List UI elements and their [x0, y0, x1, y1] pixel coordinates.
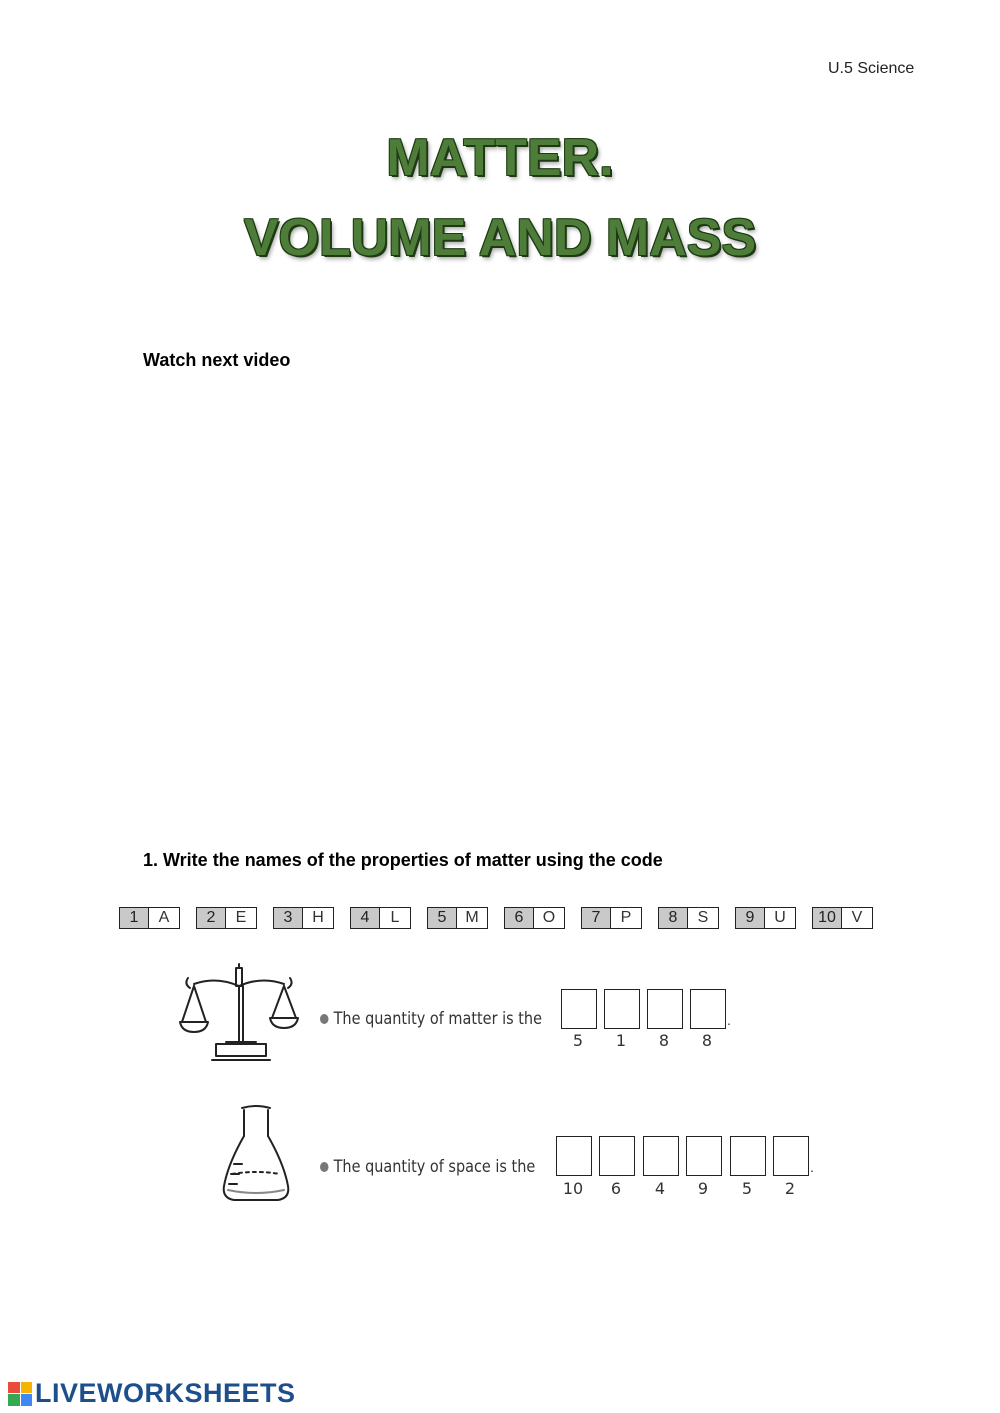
header-label: U.5 Science	[828, 60, 915, 77]
code-digit: 4	[654, 1179, 666, 1198]
code-digit: 2	[784, 1179, 796, 1198]
code-digit: 8	[658, 1031, 670, 1050]
question-1-sentence	[320, 1009, 542, 1029]
answer-box[interactable]	[556, 1136, 592, 1176]
code-pair	[196, 907, 257, 929]
code-number: 7	[582, 908, 611, 928]
answer-box[interactable]	[604, 989, 640, 1029]
answer-box[interactable]	[561, 989, 597, 1029]
code-number: 3	[274, 908, 303, 928]
code-pair	[735, 907, 796, 929]
brand-name: LIVEWORKSHEETS	[35, 1378, 296, 1408]
liveworksheets-logo[interactable]	[8, 1378, 296, 1409]
code-digit: 1	[615, 1031, 627, 1050]
code-number: 5	[428, 908, 457, 928]
code-number: 4	[351, 908, 380, 928]
code-letter: L	[380, 908, 410, 928]
page-title-line-2: VOLUME AND MASS	[243, 209, 757, 267]
code-number: 6	[505, 908, 534, 928]
code-number: 10	[813, 908, 842, 928]
code-key	[119, 907, 873, 929]
answer-box[interactable]	[647, 989, 683, 1029]
code-digit: 5	[572, 1031, 584, 1050]
code-letter: A	[149, 908, 179, 928]
code-letter: U	[765, 908, 795, 928]
code-letter: M	[457, 908, 487, 928]
code-digit: 9	[697, 1179, 709, 1198]
code-number: 2	[197, 908, 226, 928]
code-letter: O	[534, 908, 564, 928]
exercise-heading: 1. Write the names of the properties of matter using the code	[143, 850, 663, 870]
answer-box[interactable]	[690, 989, 726, 1029]
question-1-text: The quantity of matter is the	[333, 1009, 542, 1029]
bullet-icon	[320, 1162, 329, 1172]
code-pair	[812, 907, 873, 929]
sentence-period: .	[727, 1012, 731, 1028]
code-number: 9	[736, 908, 765, 928]
code-pair	[581, 907, 642, 929]
code-letter: E	[226, 908, 256, 928]
code-number: 1	[120, 908, 149, 928]
code-pair	[427, 907, 488, 929]
conical-flask-icon	[220, 1104, 292, 1204]
code-letter: S	[688, 908, 718, 928]
code-digit: 8	[701, 1031, 713, 1050]
code-letter: P	[611, 908, 641, 928]
code-digit: 5	[741, 1179, 753, 1198]
code-pair	[504, 907, 565, 929]
code-pair	[273, 907, 334, 929]
sentence-period: .	[810, 1159, 814, 1175]
answer-box[interactable]	[730, 1136, 766, 1176]
video-instruction: Watch next video	[143, 350, 291, 370]
answer-box[interactable]	[773, 1136, 809, 1176]
code-pair	[350, 907, 411, 929]
logo-mark-icon	[8, 1382, 32, 1406]
code-pair	[119, 907, 180, 929]
code-digit: 10	[562, 1179, 584, 1198]
code-letter: V	[842, 908, 872, 928]
code-pair	[658, 907, 719, 929]
answer-box[interactable]	[599, 1136, 635, 1176]
answer-box[interactable]	[686, 1136, 722, 1176]
code-number: 8	[659, 908, 688, 928]
code-digit: 6	[610, 1179, 622, 1198]
answer-box[interactable]	[643, 1136, 679, 1176]
code-letter: H	[303, 908, 333, 928]
page-title-line-1: MATTER.	[386, 129, 614, 187]
question-2-text: The quantity of space is the	[333, 1157, 536, 1177]
question-2-sentence	[320, 1157, 535, 1177]
bullet-icon	[320, 1014, 329, 1024]
balance-scale-icon	[176, 962, 302, 1066]
